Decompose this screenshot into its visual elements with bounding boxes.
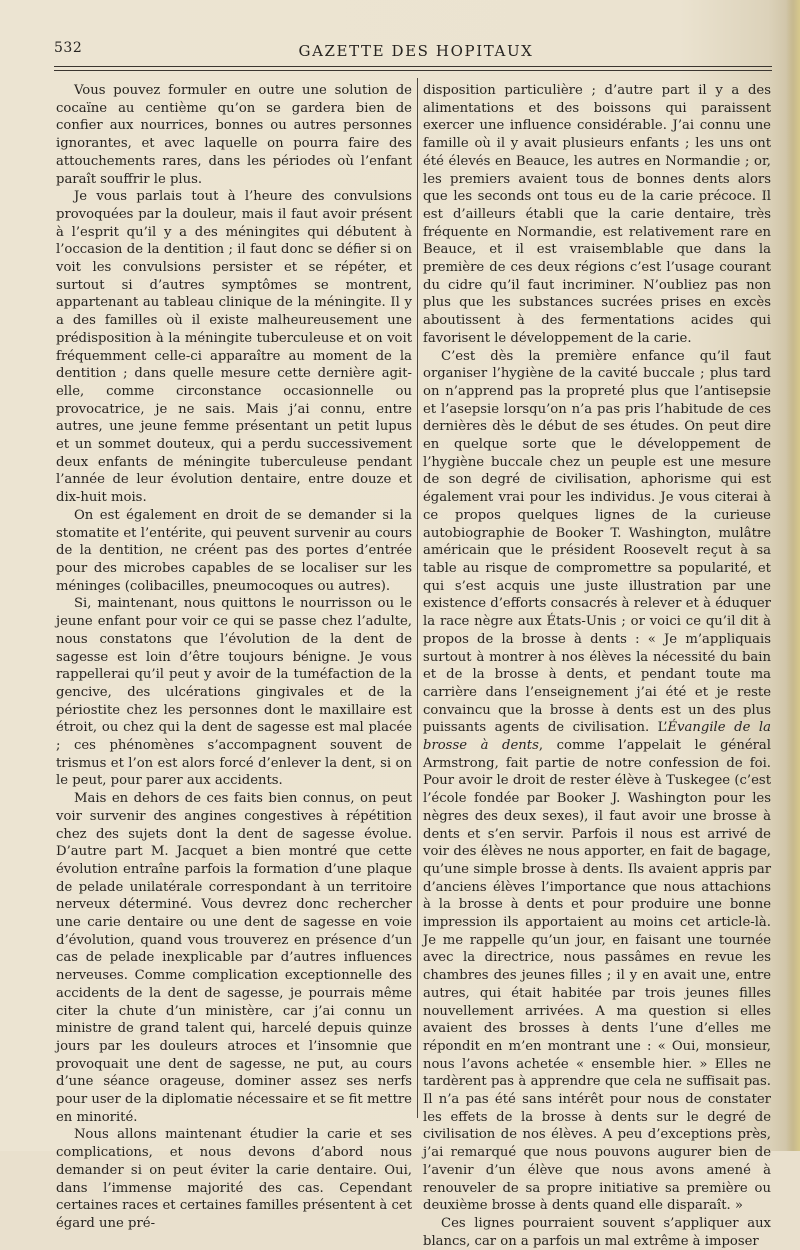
page-number: 532 (54, 40, 83, 56)
paragraph: Mais en dehors de ces faits bien connus, on peut voir survenir des angines congestives à répétition chez des sujets dont la dent de sagesse évolue. D’autre part M. Jacquet a bien montré que cette évolution entraîne parfois la formation d’une plaque de pelade unilatérale correspondant à un territoire nerveux déterminé. Vous devrez donc rechercher une carie dentaire ou une dent de sagesse en voie d’évolution, quand vous trouverez en présence d’un cas de pelade inexplicable par d’autres influences nerveuses. Comme complication exceptionnelle des accidents de la dent de sagesse, je pourrais même citer la chute d’un ministère, car j’ai connu un ministre de grand talent qui, harcelé depuis quinze jours par les douleurs atroces et l’insomnie que provoquait une dent de sagesse, ne put, au cours d’une séance orageuse, dominer assez ses nerfs pour user de la diplomatie nécessaire et se fit mettre en minorité. (56, 791, 412, 1125)
italic-title: Évangile de la brosse à dents (423, 720, 771, 754)
paragraph-continued: disposition particulière ; d’autre part il y a des alimentations et des boissons qui paraissent exercer une influence considérable. J’ai connu une famille où il y avait plusieurs enfants ; les uns ont été élevés en Beauce, les autres en Normandie ; or, les premiers avaient tous de bonnes dents alors que les seconds ont tous eu de la carie précoce. Il est d’ailleurs établi que la carie dentaire, très fréquente en Normandie, est relativement rare en Beauce, et il est vraisemblable que dans la première de ces deux régions c’est l’usage courant du cidre qu’il faut incriminer. N’oubliez pas non plus que les substances sucrées prises en excès aboutissent à des fermentations acides qui favorisent le développement de la carie. (423, 83, 771, 346)
column-divider (417, 78, 418, 1118)
journal-title: GAZETTE DES HOPITAUX (298, 42, 534, 60)
paragraph-text: C’est dès la première enfance qu’il faut organiser l’hygiène de la cavité buccale ; plus tard on n’apprend pas la propreté plus que l’antisepsie et l’asepsie lorsqu’on n’a pas pris l’habitude de ces dernières dès le début de ses études. On peut dire en quelque sorte que le développement de l’hygiène buccale chez un peuple est une mesure de son degré de civilisation, aphorisme qui est également vrai pour les individus. Je vous citerai à ce propos quelques lignes de la curieuse autobiographie de Booker T. Washington, mulâtre américain que le président Roosevelt reçut à sa table au risque de compromettre sa popularité, et qui s’est acquis une juste illustration par une existence d’efforts consacrés à relever et à éduquer la race nègre aux États-Unis ; or voici ce qu’il dit à propos de la brosse à dents : « Je m’appliquais surtout à montrer à nos élèves la nécessité du bain et de la brosse à dents, et pendant toute ma carrière dans l’enseignement j’ai été et je reste convaincu que la brosse à dents est un des plus puissants agents de civilisation. L’ (423, 348, 771, 736)
paragraph: Nous allons maintenant étudier la carie et ses complications, et nous devons d’abord nous demander si on peut éviter la carie dentaire. Oui, dans l’immense majorité des cas. Cependant certaines races et certaines familles présentent à cet égard une pré- (56, 1127, 412, 1231)
page-edge-shadow (786, 0, 800, 1151)
running-header (0, 38, 800, 64)
paragraph: Si, maintenant, nous quittons le nourrisson ou le jeune enfant pour voir ce qui se passe chez l’adulte, nous constatons que l’évolution de la dent de sagesse est loin d’être toujours bénigne. Je vous rappellerai qu’il peut y avoir de la tuméfaction de la gencive, des ulcérations gingivales et de la périostite chez les personnes dont le maxillaire est étroit, ou chez qui la dent de sagesse est mal placée ; ces phénomènes s’accompagnent souvent de trismus et l’on est alors forcé d’enlever la dent, si on le peut, pour parer aux accidents. (56, 596, 412, 789)
header-rule-thin (54, 70, 772, 71)
paragraph-text: , comme l’appelait le général Armstrong, fait partie de notre confession de foi. Pour avoir le droit de rester élève à Tuskegee (c’est l’école fondée par Booker J. Washington pour les nègres des deux sexes), il faut avoir une brosse à dents et s’en servir. Parfois il nous est arrivé de voir des élèves ne nous apporter, en fait de bagage, qu’une simple brosse à dents. Ils avaient appris par d’anciens élèves l’importance que nous attachions à la brosse à dents et pour produire une bonne impression ils apportaient au moins cet article-là. Je me rappelle qu’un jour, en faisant une tournée avec la directrice, nous passâmes en revue les chambres des jeunes filles ; il y en avait une, entre autres, qui était habitée par trois jeunes filles nouvellement arrivées. A ma question si elles avaient des brosses à dents l’une d’elles me répondit en m’en montrant une : « Oui, monsieur, nous l’avons achetée « ensemble hier. » Elles ne tardèrent pas à apprendre que cela ne suffisait pas. Il n’a pas été sans intérêt pour nous de constater les effets de la brosse à dents sur le degré de civilisation de nos élèves. A peu d’exceptions près, j’ai remarqué que nous pouvons augurer bien de l’avenir d’un élève que nous avons amené à renouveler de sa propre initiative sa première ou deuxième brosse à dents quand elle disparaît. » (423, 738, 772, 1214)
paragraph: Ces lignes pourraient souvent s’appliquer aux blancs, car on a parfois un mal extrême à imposer (423, 1216, 771, 1249)
paragraph: Vous pouvez formuler en outre une solution de cocaïne au centième qu’on se gardera bien de confier aux nourrices, bonnes ou autres personnes ignorantes, et avec laquelle on pourra faire des attouchements rares, dans les périodes où l’enfant paraît souffrir le plus. (56, 83, 412, 187)
paragraph: On est également en droit de se demander si la stomatite et l’entérite, qui peuvent survenir au cours de la dentition, ne créent pas des portes d’entrée pour des microbes capables de se localiser sur les méninges (colibacilles, pneumocoques ou autres). (56, 507, 412, 594)
left-column (56, 82, 412, 1233)
right-column (423, 82, 771, 1250)
header-rule (54, 66, 772, 67)
paragraph (423, 348, 771, 1215)
paragraph: Je vous parlais tout à l’heure des convulsions provoquées par la douleur, mais il faut avoir présent à l’esprit qu’il y a des méningites qui débutent à l’occasion de la dentition ; il faut donc se défier si on voit les convulsions persister et se répéter, et surtout si d’autres symptômes se montrent, appartenant au tableau clinique de la méningite. Il y a des familles où il existe malheureusement une prédisposition à la méningite tuberculeuse et on voit fréquemment celle-ci apparaître au moment de la dentition ; dans quelle mesure cette dernière agit-elle, comme circonstance occasionnelle ou provocatrice, je ne sais. Mais j’ai connu, entre autres, une jeune femme présentant un petit lupus et un sommet douteux, qui a perdu successivement deux enfants de méningite tuberculeuse pendant l’année de leur évolution dentaire, entre douze et dix-huit mois. (56, 189, 412, 506)
